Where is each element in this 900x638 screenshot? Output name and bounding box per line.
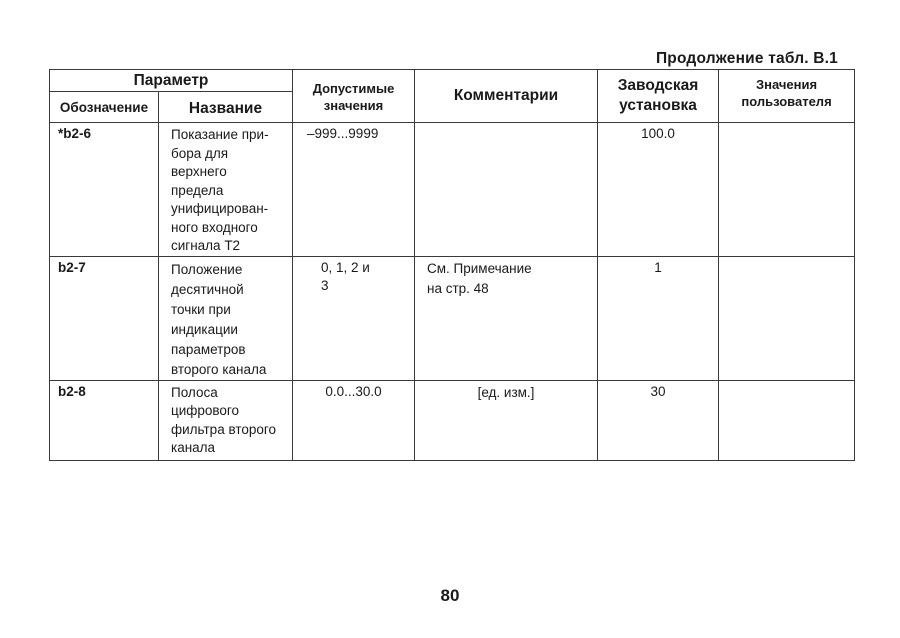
name-line: цифрового <box>171 403 240 418</box>
header-factory-setting <box>598 70 719 123</box>
name-line: Полоса <box>171 384 218 400</box>
header-designation: Обозначение <box>50 92 159 123</box>
header-user-values-line: пользователя <box>741 94 832 109</box>
table-row <box>50 256 855 380</box>
name-line: второго канала <box>171 361 267 377</box>
cell-allowed-values <box>293 123 415 257</box>
cell-factory-setting: 1 <box>598 256 719 380</box>
cell-name <box>159 256 293 380</box>
cell-allowed-values <box>293 256 415 380</box>
cell-allowed-values <box>293 380 415 460</box>
header-parameter: Параметр <box>50 70 293 92</box>
cell-factory-setting: 30 <box>598 380 719 460</box>
header-user-values <box>719 70 855 123</box>
range-line: 3 <box>321 278 329 293</box>
range-line: 0.0...30.0 <box>325 383 382 399</box>
page-number: 80 <box>440 586 460 605</box>
cell-user-value <box>719 123 855 257</box>
header-allowed-values <box>293 70 415 123</box>
comment-line: См. Примечание <box>427 260 532 276</box>
name-line: унифицирован- <box>171 201 269 216</box>
cell-comment <box>415 380 598 460</box>
name-line: Положение <box>171 261 243 277</box>
name-line: параметров <box>171 341 246 357</box>
header-comments: Комментарии <box>415 70 598 123</box>
name-line: ного входного <box>171 219 258 235</box>
table-row <box>50 380 855 460</box>
comment-line: [ед. изм.] <box>477 384 535 400</box>
name-line: верхнего <box>171 164 227 179</box>
header-name: Название <box>159 92 293 123</box>
name-line: сигнала Т2 <box>171 238 241 253</box>
cell-designation: *b2-6 <box>50 123 159 257</box>
cell-comment <box>415 256 598 380</box>
comment-line: на стр. 48 <box>427 280 489 296</box>
header-row-1 <box>50 70 855 92</box>
range-line: –999...9999 <box>307 126 379 141</box>
cell-user-value <box>719 380 855 460</box>
cell-name <box>159 380 293 460</box>
table-row <box>50 123 855 257</box>
name-line: предела <box>171 182 224 198</box>
parameter-table <box>49 69 855 461</box>
name-line: фильтра второго <box>171 421 277 437</box>
header-factory-setting-line: установка <box>619 97 697 114</box>
name-line: индикации <box>171 321 238 337</box>
name-line: точки при <box>171 301 231 317</box>
name-line: Показание при- <box>171 127 269 142</box>
header-allowed-values-line: Допустимые <box>312 81 395 96</box>
cell-user-value <box>719 256 855 380</box>
cell-factory-setting: 100.0 <box>598 123 719 257</box>
header-factory-setting-line: Заводская <box>617 77 699 94</box>
cell-comment <box>415 123 598 257</box>
cell-designation: b2-7 <box>50 256 159 380</box>
name-line: бора для <box>171 145 229 161</box>
table-caption: Продолжение табл. В.1 <box>655 50 838 67</box>
cell-name <box>159 123 293 257</box>
name-line: десятичной <box>171 281 244 297</box>
header-allowed-values-line: значения <box>323 98 384 113</box>
range-line: 0, 1, 2 и <box>321 259 370 275</box>
name-line: канала <box>171 440 216 455</box>
cell-designation: b2-8 <box>50 380 159 460</box>
header-user-values-line: Значения <box>755 77 818 92</box>
